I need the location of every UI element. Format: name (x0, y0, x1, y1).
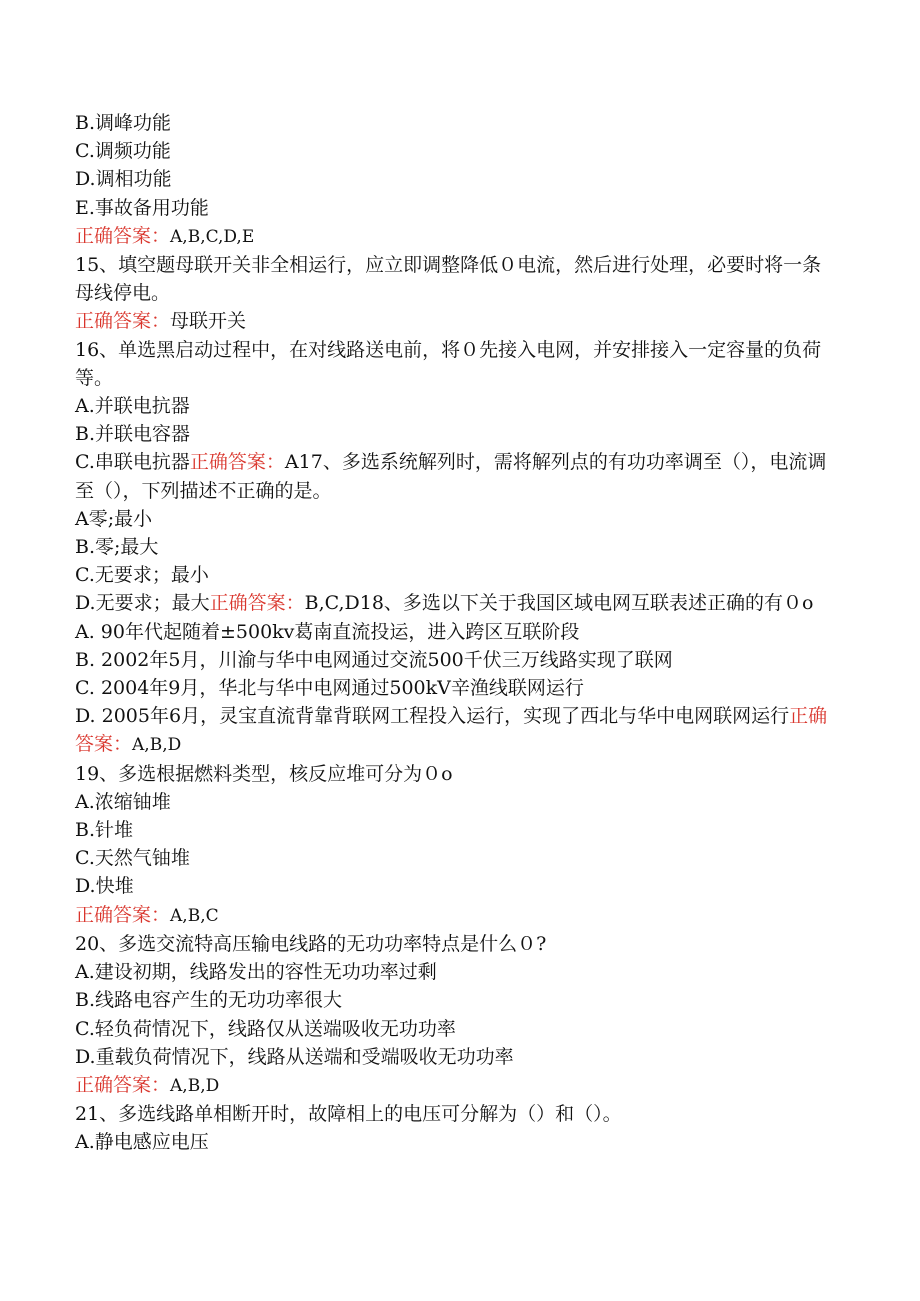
answer-and-next-question: A17、多选系统解列时，需将解列点的有功功率调至（），电流调至（），下列描述不正确的是。 (75, 451, 827, 502)
answer-label: 正确答案： (75, 224, 171, 247)
option-line: C.无要求；最小 (75, 564, 209, 587)
answer-line (75, 222, 835, 251)
answer-value: A,B,C (170, 905, 219, 926)
question-line: 19、多选根据燃料类型，核反应堆可分为０o (75, 762, 453, 785)
option-answer-line: D. 2005年6月，灵宝直流背靠背联网工程投入运行，实现了西北与华中电网联网运行正确答案：A,B,D (75, 705, 828, 756)
answer-value: A,B,D (132, 735, 182, 756)
answer-value: 母联开关 (170, 310, 247, 333)
option-line: B.线路电容产生的无功功率很大 (75, 989, 343, 1012)
option-line: A.浓缩铀堆 (75, 790, 171, 813)
option-line: D.调相功能 (75, 168, 172, 191)
option-line: D.快堆 (75, 875, 134, 898)
option-line: C.天然气铀堆 (75, 847, 190, 870)
option-line: C. 2004年9月，华北与华中电网通过500kV辛渔线联网运行 (75, 677, 584, 700)
option-line: B.并联电容器 (75, 423, 191, 446)
option-line: B.针堆 (75, 819, 134, 842)
option-line: D.重载负荷情况下，线路从送端和受端吸收无功功率 (75, 1045, 514, 1068)
option-line: A.静电感应电压 (75, 1131, 209, 1154)
option-line: C.轻负荷情况下，线路仅从送端吸收无功功率 (75, 1017, 456, 1040)
answer-line (75, 307, 835, 335)
option-line: B.调峰功能 (75, 112, 172, 134)
answer-label: 正确答案： (75, 903, 171, 926)
option-line: A. 90年代起随着±500kv葛南直流投运，进入跨区互联阶段 (75, 620, 580, 643)
answer-label: 正确答案： (75, 705, 828, 756)
answer-and-next-question: B,C,D18、多选以下关于我国区域电网互联表述正确的有０o (304, 592, 814, 615)
answer-value: A,B,D (170, 1075, 220, 1096)
answer-label: 正确答案： (75, 310, 171, 333)
option-line: E.事故备用功能 (75, 196, 209, 219)
answer-label: 正确答案： (75, 1073, 171, 1096)
answer-value: A,B,C,D,E (170, 226, 255, 247)
option-line: B.零;最大 (75, 536, 159, 559)
option-line: A.并联电抗器 (75, 395, 190, 418)
option-line: A.建设初期，线路发出的容性无功功率过剩 (75, 961, 437, 984)
answer-label: 正确答案： (209, 592, 305, 615)
option-answer-question-line: C.串联电抗器正确答案：A17、多选系统解列时，需将解列点的有功功率调至（），电流调至（），下列描述不正确的是。 (75, 451, 827, 502)
question-line: 20、多选交流特高压输电线路的无功功率特点是什么０? (75, 932, 547, 955)
question-line: 15、填空题母联开关非全相运行，应立即调整降低０电流，然后进行处理，必要时将一条母线停电。 (75, 254, 822, 305)
answer-line (75, 901, 835, 930)
question-line: 21、多选线路单相断开时，故障相上的电压可分解为（）和（）。 (75, 1103, 622, 1126)
answer-line (75, 1071, 835, 1100)
option-line: B. 2002年5月，川渝与华中电网通过交流500千伏三万线路实现了联网 (75, 648, 673, 671)
question-line: 16、单选黑启动过程中，在对线路送电前，将０先接入电网，并安排接入一定容量的负荷等。 (75, 338, 822, 389)
option-line: C.调频功能 (75, 140, 171, 163)
option-line: A零;最小 (75, 507, 153, 530)
answer-label: 正确答案： (189, 451, 285, 474)
option-answer-question-line: D.无要求；最大正确答案：B,C,D18、多选以下关于我国区域电网互联表述正确的有０o (75, 592, 814, 615)
question-text-block (75, 109, 835, 1157)
